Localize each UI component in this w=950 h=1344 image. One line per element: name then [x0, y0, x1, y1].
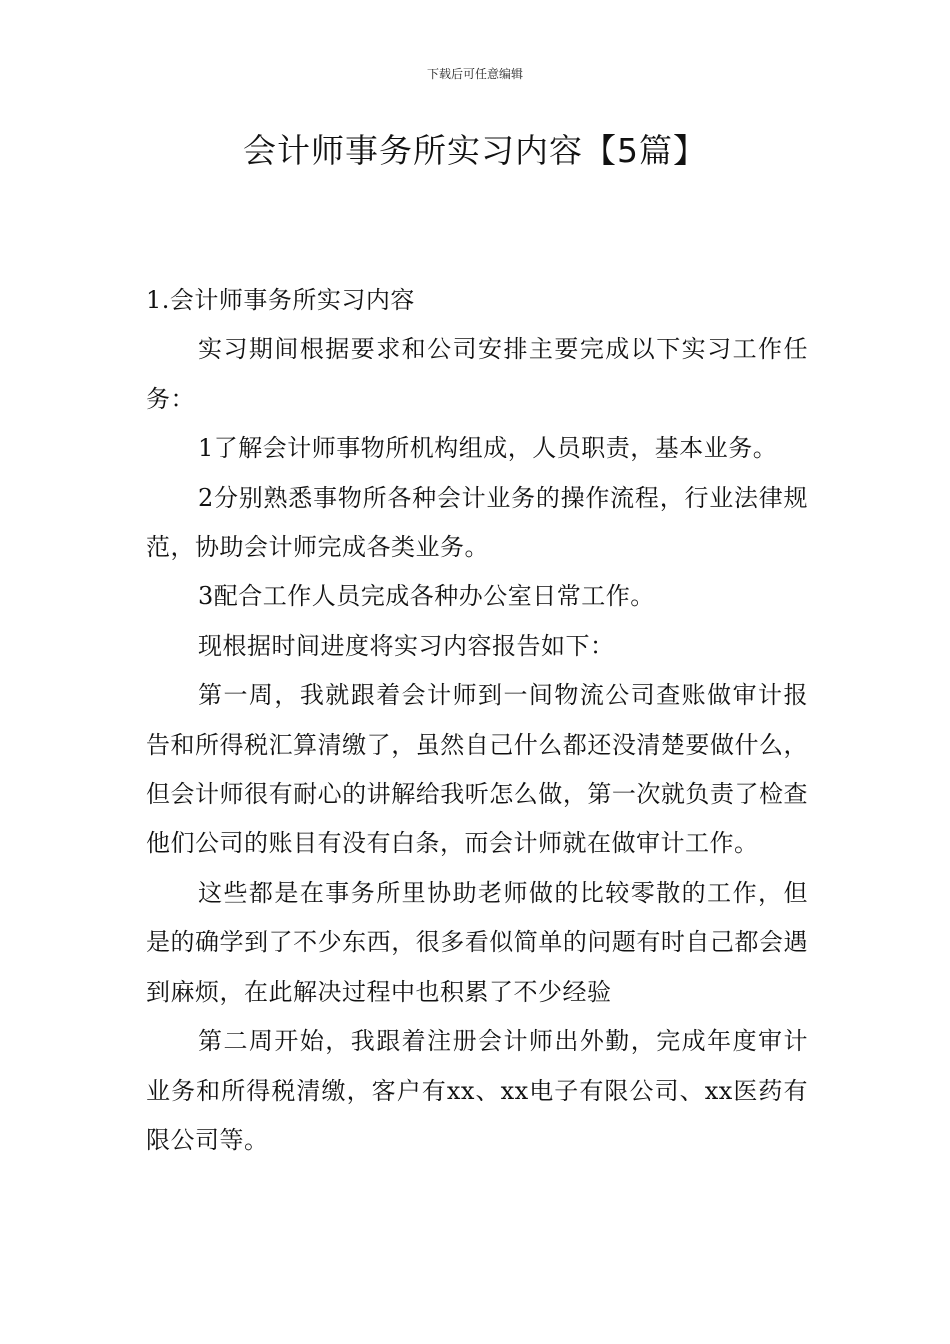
paragraph: 2分别熟悉事物所各种会计业务的操作流程，行业法律规范，协助会计师完成各类业务。: [146, 483, 808, 562]
header-note: 下载后可任意编辑: [426, 67, 523, 81]
document-title: 会计师事务所实习内容【5篇】: [243, 131, 707, 170]
paragraph: 现根据时间进度将实习内容报告如下：: [198, 631, 615, 660]
document-body: [146, 276, 808, 1165]
paragraph: 第一周，我就跟着会计师到一间物流公司查账做审计报告和所得税汇算清缴了，虽然自己什么都还没清楚要做什么，但会计师很有耐心的讲解给我听怎么做，第一次就负责了检查他们公司的账目有没有白条，而会计师就在做审计工作。: [146, 681, 808, 858]
paragraph: 这些都是在事务所里协助老师做的比较零散的工作，但是的确学到了不少东西，很多看似简单的问题有时自己都会遇到麻烦，在此解决过程中也积累了不少经验: [146, 878, 808, 1006]
section-heading: 1.会计师事务所实习内容: [146, 286, 415, 314]
paragraph: 第二周开始，我跟着注册会计师出外勤，完成年度审计业务和所得税清缴，客户有xx、xx电子有限公司、xx医药有限公司等。: [146, 1027, 808, 1154]
paragraph: 3配合工作人员完成各种办公室日常工作。: [198, 582, 655, 611]
paragraph: 1了解会计师事物所机构组成，人员职责，基本业务。: [198, 434, 778, 463]
paragraph: 实习期间根据要求和公司安排主要完成以下实习工作任务：: [146, 335, 808, 413]
